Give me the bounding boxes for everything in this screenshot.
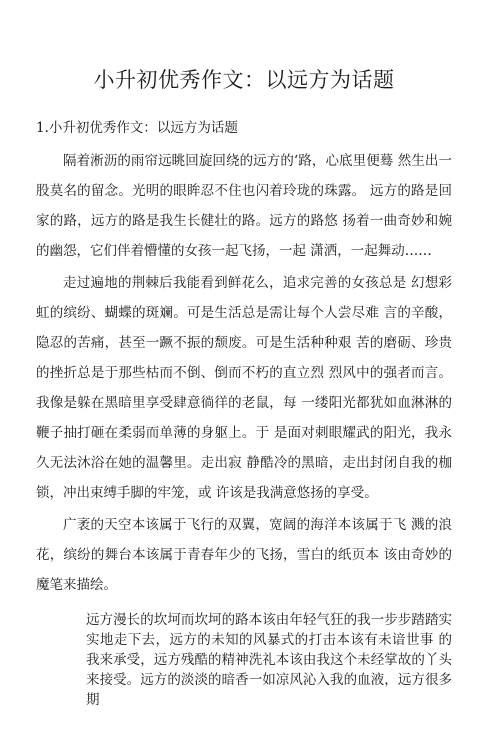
document-title: 小升初优秀作文：以远方为话题 <box>93 68 395 92</box>
section-heading: 1.小升初优秀作文：以远方为话题 <box>36 120 238 136</box>
paragraph-1: 隔着淅沥的雨帘远眺回旋回绕的远方的‘路，心底里便蓦 然生出一股莫名的留念。光明的眼眸忍不住也闪着玲珑的珠露。 远方的路是回家的路，远方的路是我生长健壮的路。远方的路悠 扬着一曲奇妙和婉的幽怨，它们伴着懵懂的女孩一起飞扬，一起 潇洒，一起舞动…… <box>36 153 452 259</box>
paragraph-2: 走过遍地的荆棘后我能看到鲜花么，追求完善的女孩总是 幻想彩虹的缤纷、蝴蝶的斑斓。可是生活总是需让每个人尝尽难 言的辛酸，隐忍的苦痛，甚至一蹶不振的颓废。可是生活种种艰 苦的磨砺、珍贵的挫折总是于那些枯而不倒、倒而不朽的直立烈 烈风中的强者而言。我像是躲在黑暗里享受肆意徜徉的老鼠，每 一缕阳光都犹如血淋淋的鞭子抽打砸在柔弱而单薄的身躯上。于 是面对刺眼耀武的阳光，我永久无法沐浴在她的温馨里。走出寂 静酷冷的黑暗，走出封闭自我的枷锁，冲出束缚手脚的牢笼，或 许该是我满意悠扬的享受。 <box>36 275 452 501</box>
paragraph-3: 广袤的天空本该属于飞行的双翼，宽阔的海洋本该属于飞 溅的浪花，缤纷的舞台本该属于青春年少的飞扬，雪白的纸页本 该由奇妙的魔笔来描绘。 <box>36 517 452 593</box>
paragraph-4: 远方漫长的坎坷而坎坷的路本该由年轻气狂的我一步步踏踏实实地走下去，远方的未知的风暴式的打击本该有未谙世事 的我来承受，远方残酷的精神洗礼本该由我这个未经掌故的丫头 来接受。远方的淡淡的暗香一如凉风沁入我的血液，远方很多期 <box>86 612 452 708</box>
